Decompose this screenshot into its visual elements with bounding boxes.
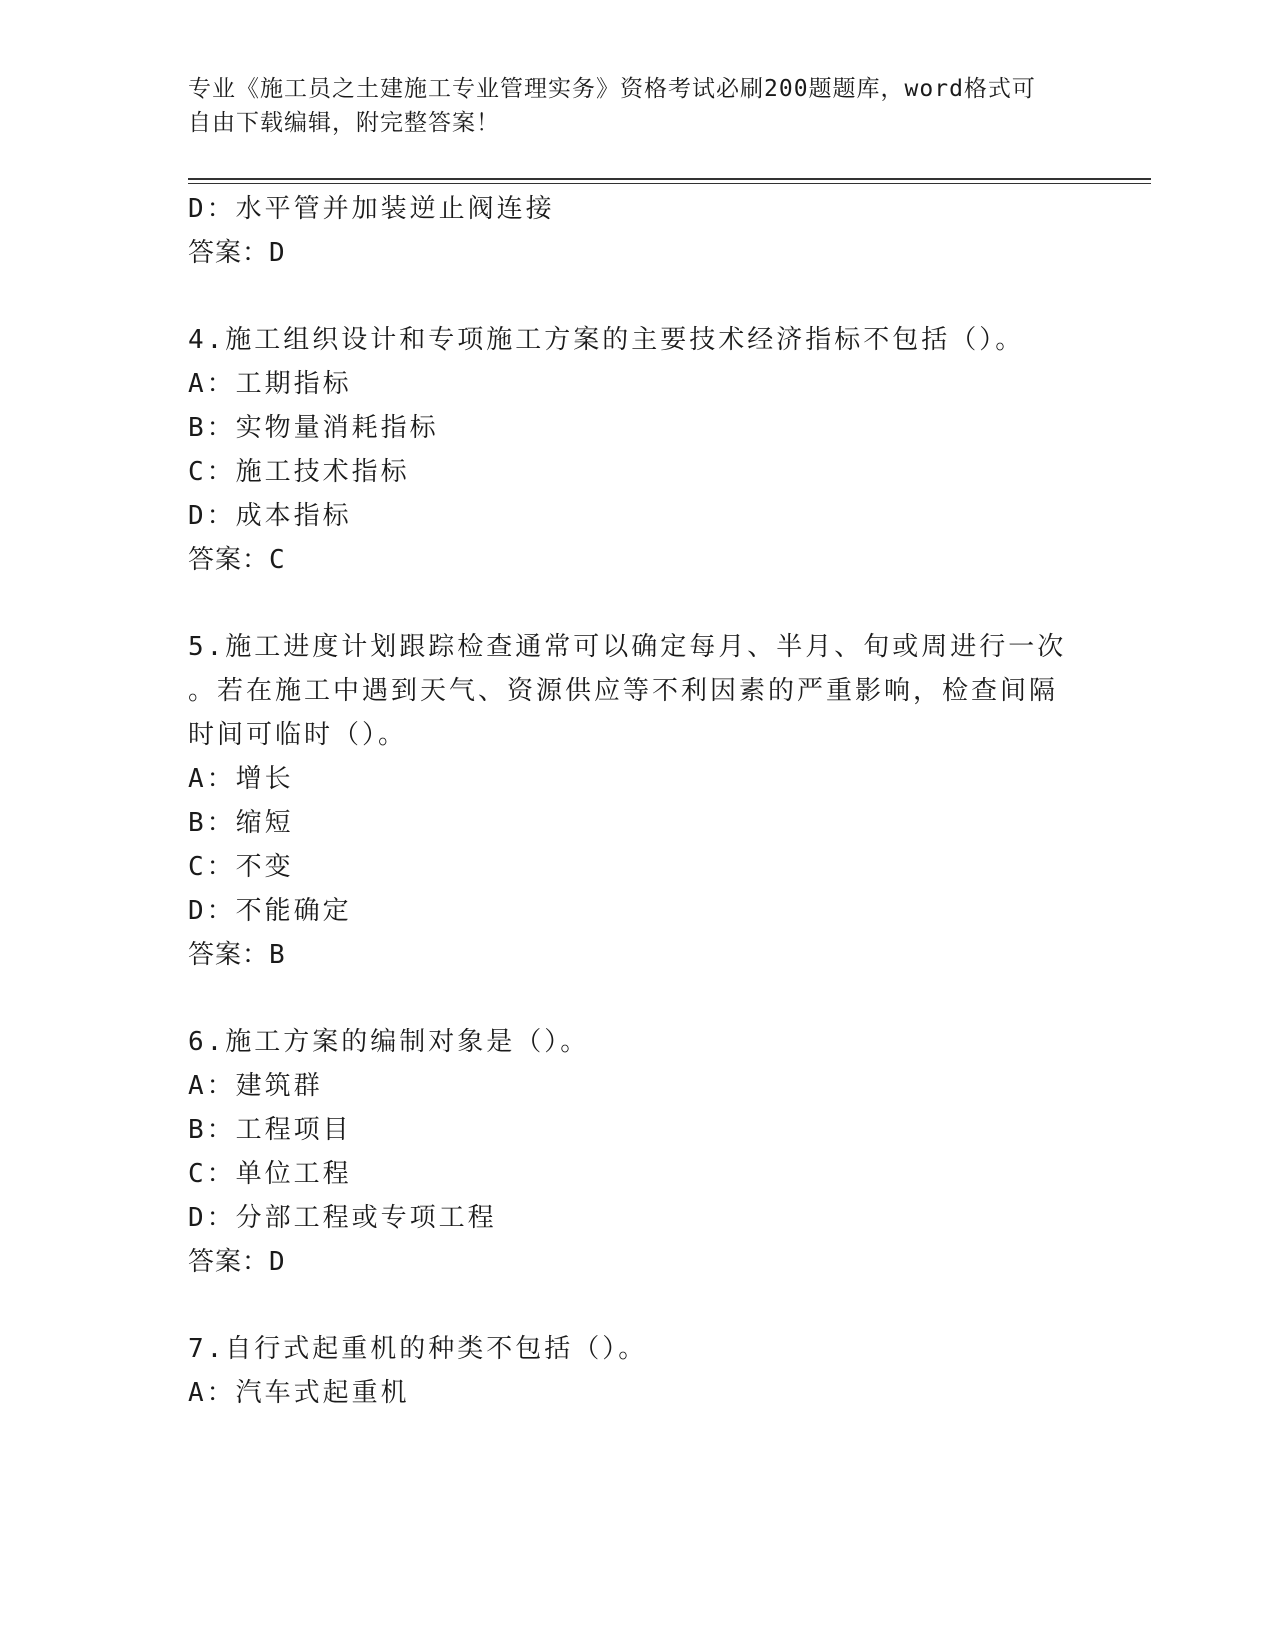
q6-option-a: A：建筑群 bbox=[188, 1071, 323, 1101]
q6-option-d: D：分部工程或专项工程 bbox=[188, 1203, 497, 1233]
q4-answer: 答案：C bbox=[188, 545, 286, 575]
q5-option-b: B：缩短 bbox=[188, 808, 294, 838]
q5-stem-line-3: 时间可临时（）。 bbox=[188, 720, 408, 750]
q5-option-a: A：增长 bbox=[188, 764, 294, 794]
q4-option-c: C：施工技术指标 bbox=[188, 457, 410, 487]
q5-answer: 答案：B bbox=[188, 940, 286, 970]
q6-option-b: B：工程项目 bbox=[188, 1115, 352, 1145]
q6-answer: 答案：D bbox=[188, 1247, 286, 1277]
q4-option-d: D：成本指标 bbox=[188, 501, 352, 531]
q4-option-a: A：工期指标 bbox=[188, 369, 352, 399]
q3-option-d: D：水平管并加装逆止阀连接 bbox=[188, 194, 555, 224]
q5-option-c: C：不变 bbox=[188, 852, 294, 882]
q7-option-a: A：汽车式起重机 bbox=[188, 1378, 410, 1408]
q5-option-d: D：不能确定 bbox=[188, 896, 352, 926]
q3-answer: 答案：D bbox=[188, 238, 286, 268]
header-rule-thin bbox=[188, 183, 1151, 184]
header-line-1: 专业《施工员之土建施工专业管理实务》资格考试必刷200题题库，word格式可 bbox=[188, 76, 1036, 102]
q4-stem: 4.施工组织设计和专项施工方案的主要技术经济指标不包括（）。 bbox=[188, 325, 1025, 355]
header-rule-thick bbox=[188, 178, 1151, 180]
q6-stem: 6.施工方案的编制对象是（）。 bbox=[188, 1027, 590, 1057]
q4-option-b: B：实物量消耗指标 bbox=[188, 413, 439, 443]
q6-option-c: C：单位工程 bbox=[188, 1159, 352, 1189]
q5-stem-line-2: 。若在施工中遇到天气、资源供应等不利因素的严重影响，检查间隔 bbox=[188, 676, 1059, 706]
header-line-2: 自由下载编辑，附完整答案！ bbox=[188, 110, 500, 136]
q5-stem-line-1: 5.施工进度计划跟踪检查通常可以确定每月、半月、旬或周进行一次 bbox=[188, 632, 1067, 662]
q7-stem: 7.自行式起重机的种类不包括（）。 bbox=[188, 1334, 648, 1364]
document-header bbox=[188, 72, 1068, 140]
